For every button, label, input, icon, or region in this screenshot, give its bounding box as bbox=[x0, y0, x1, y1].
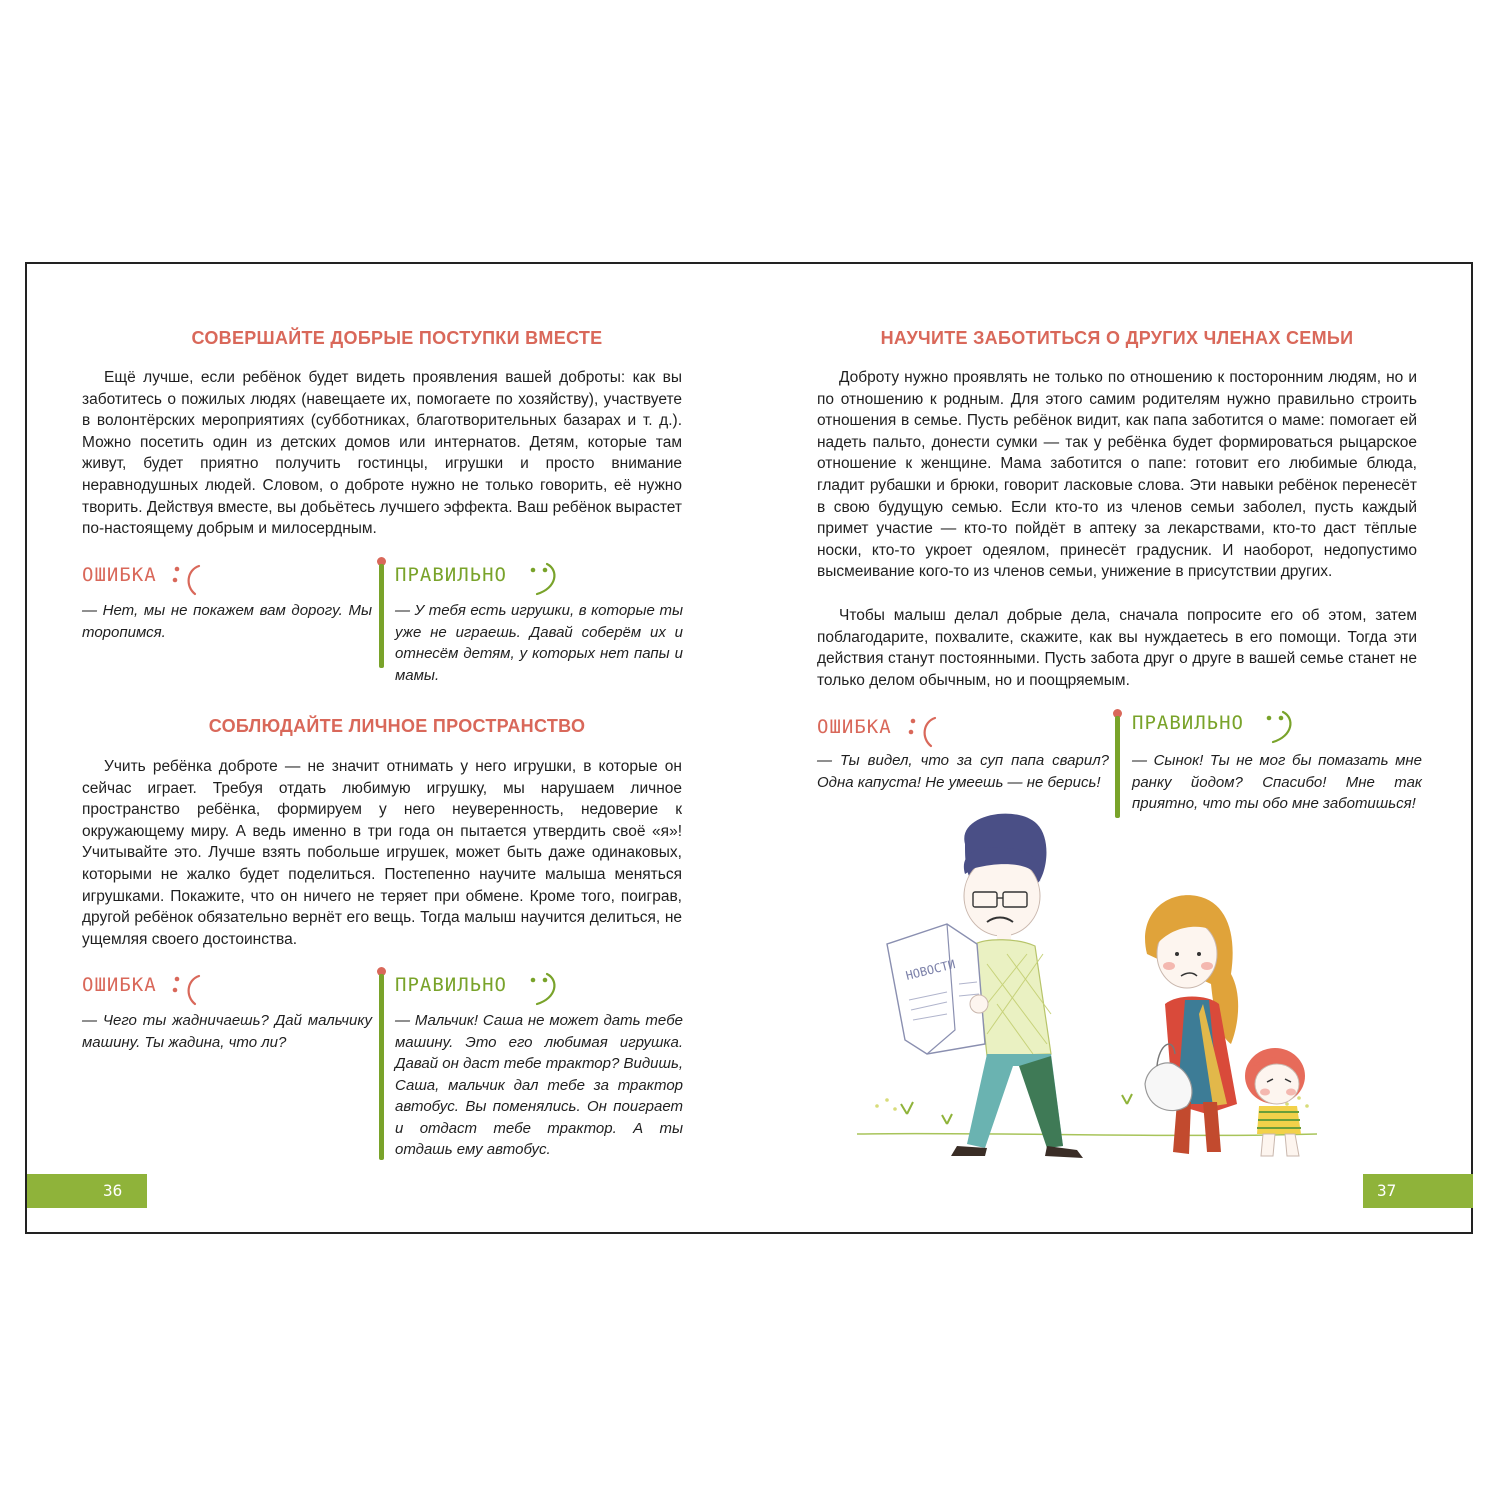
sad-face-icon bbox=[903, 712, 943, 752]
page-number-band bbox=[27, 1174, 147, 1208]
mistake-label: ОШИБКА bbox=[817, 716, 892, 738]
correct-label: ПРАВИЛЬНО bbox=[1132, 712, 1244, 734]
family-illustration bbox=[847, 804, 1327, 1174]
section-heading: СОВЕРШАЙТЕ ДОБРЫЕ ПОСТУПКИ ВМЕСТЕ bbox=[191, 328, 603, 348]
happy-face-icon bbox=[1259, 708, 1299, 748]
happy-face-icon bbox=[523, 560, 563, 600]
book-spread bbox=[25, 262, 1473, 1234]
page-number: 37 bbox=[1377, 1181, 1397, 1200]
section-body: Ещё лучше, если ребёнок будет видеть проявления вашей доброты: как вы заботитесь о пожилых людях (навещаете их, помогаете по хозяйству), участвуете в волонтёрских мероприятиях (субботниках, благотворительных базарах и т. д.). Можно посетить один из детских домов или интернатов. Детям, которые там живут, будет приятно получить гостинцы, игрушки и просто внимание неравнодушных людей. Словом, о доброте нужно не только говорить, её нужно творить. Действуя вместе, вы добьётесь лучшего эффекта. Ваш ребёнок вырастет по-настоящему добрым и милосердным. bbox=[82, 369, 682, 538]
sad-face-icon bbox=[167, 560, 207, 600]
correct-text: — Сынок! Ты не мог бы помазать мне ранку йодом? Спасибо! Мне так приятно, что ты обо мне заботишься! bbox=[1132, 752, 1422, 812]
divider-bar bbox=[379, 564, 384, 668]
divider-bar bbox=[379, 974, 384, 1160]
correct-label: ПРАВИЛЬНО bbox=[395, 974, 507, 996]
page-number: 36 bbox=[103, 1181, 123, 1200]
correct-text: — Мальчик! Саша не может дать тебе машину. Это его любимая игрушка. Давай он даст тебе трактор? Видишь, Саша, мальчик дал тебе за трактор автобус. Вы поменялись. Он поиграет и отдаст тебе трактор. А ты отдашь ему автобус. bbox=[395, 1012, 683, 1158]
newspaper-text: НОВОСТИ bbox=[904, 957, 957, 983]
correct-text: — У тебя есть игрушки, в которые ты уже не играешь. Давай соберём их и отнесём детям, у которых нет папы и мамы. bbox=[395, 602, 683, 684]
mistake-text: — Ты видел, что за суп папа сварил? Одна капуста! Не умеешь — не берись! bbox=[817, 752, 1109, 791]
happy-face-icon bbox=[523, 970, 563, 1010]
sad-face-icon bbox=[167, 970, 207, 1010]
section-heading: НАУЧИТЕ ЗАБОТИТЬСЯ О ДРУГИХ ЧЛЕНАХ СЕМЬИ bbox=[880, 328, 1354, 348]
mistake-label: ОШИБКА bbox=[82, 564, 157, 586]
mistake-text: — Чего ты жадничаешь? Дай мальчику машину. Ты жадина, что ли? bbox=[82, 1012, 372, 1051]
section-body: Учить ребёнка доброте — не значит отнимать у него игрушки, в которые он сейчас играет. Требуя отдать любимую игрушку, мы нарушаем личное пространство ребёнка, формируем у него неуверенность, недоверие к окружающему миру. А ведь именно в три года он пытается утвердить своё «я»! Учитывайте это. Лучше взять побольше игрушек, может быть даже одинаковых, которыми не жалко будет поделиться. Постепенно научите малыша меняться игрушками. Покажите, что он ничего не теряет при обмене. Кроме того, поиграв, другой ребёнок обязательно вернёт его вещь. Тогда малыш научится делиться, не ущемляя своего достоинства. bbox=[82, 758, 682, 948]
correct-label: ПРАВИЛЬНО bbox=[395, 564, 507, 586]
section-body: Чтобы малыш делал добрые дела, сначала попросите его об этом, затем поблагодарите, похвалите, скажите, как вы нуждаетесь в его помощи. Тогда эти действия станут постоянными. Пусть забота друг о друге в вашей семье станет не только делом обычным, но и поощряемым. bbox=[817, 607, 1417, 689]
section-body: Доброту нужно проявлять не только по отношению к посторонним людям, но и по отношению к родным. Для этого самим родителям нужно правильно строить отношения в семье. Пусть ребёнок видит, как папа заботится о маме: помогает ей надеть пальто, донести сумки — так у ребёнка будет формироваться рыцарское отношение к женщине. Мама заботится о папе: готовит его любимые блюда, гладит рубашки и брюки, говорит ласковые слова. Эти навыки ребёнок перенесёт в свою будущую семью. Если кто-то из членов семьи заболел, пусть каждый примет участие — кто-то пойдёт в аптеку за лекарствами, кто-то даст тёплые носки, кто-то укроет одеялом, принесёт градусник. И наоборот, недопустимо высмеивание кого-то из членов семьи, унижение в присутствии других. bbox=[817, 369, 1417, 581]
mistake-text: — Нет, мы не покажем вам дорогу. Мы торопимся. bbox=[82, 602, 372, 641]
mistake-label: ОШИБКА bbox=[82, 974, 157, 996]
section-heading: СОБЛЮДАЙТЕ ЛИЧНОЕ ПРОСТРАНСТВО bbox=[208, 716, 586, 736]
divider-bar bbox=[1115, 716, 1120, 818]
page-number-band bbox=[1363, 1174, 1473, 1208]
